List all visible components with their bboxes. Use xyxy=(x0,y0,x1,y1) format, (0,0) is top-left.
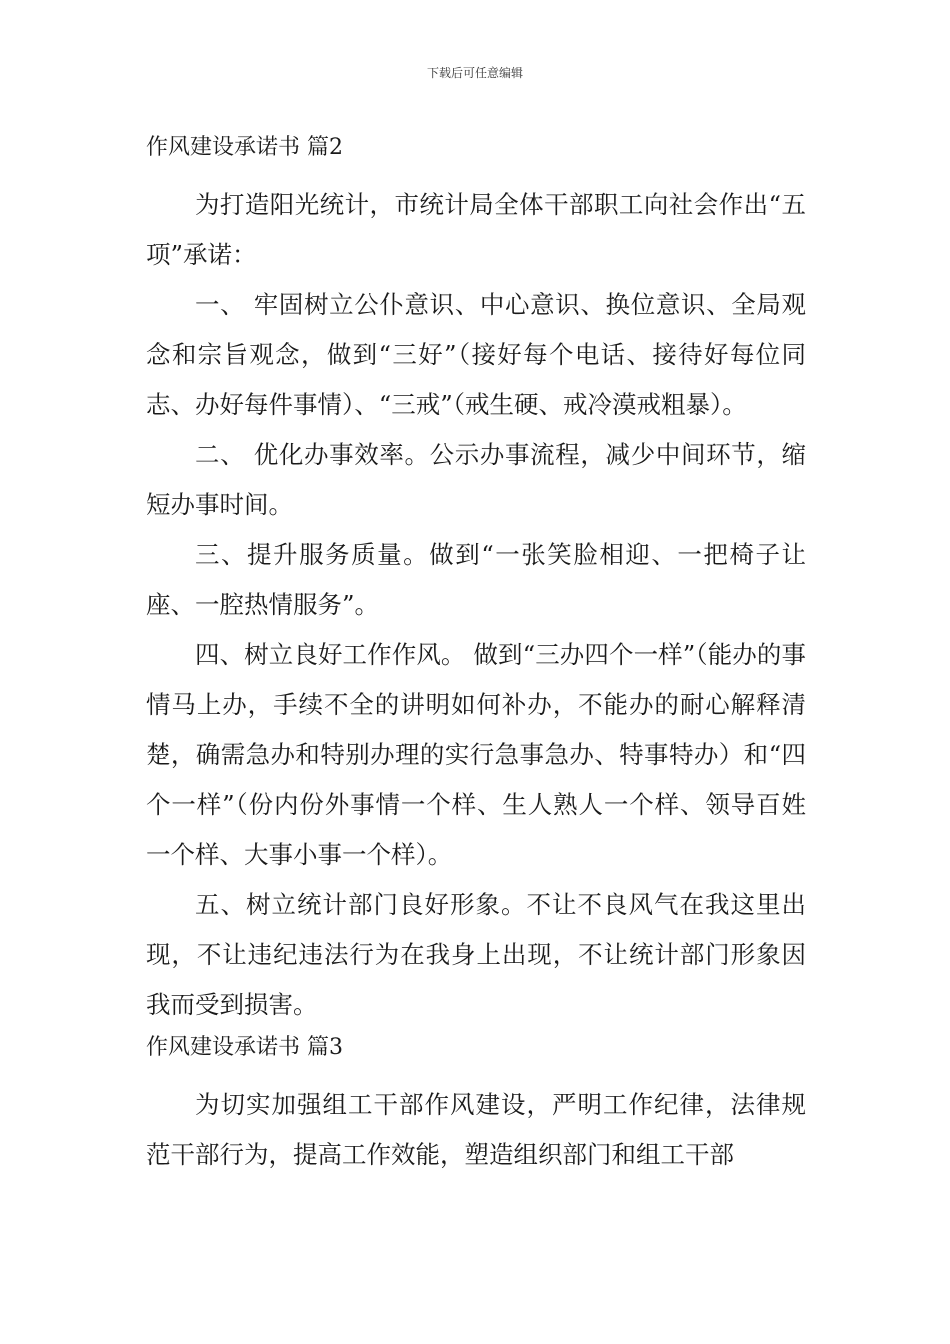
paragraph: 三、提升服务质量。做到“一张笑脸相迎、一把椅子让座、一腔热情服务”。 xyxy=(146,540,806,619)
section-title: 作风建设承诺书 篇3 xyxy=(146,1035,343,1060)
paragraph: 为切实加强组工干部作风建设，严明工作纪律，法律规范干部行为，提高工作效能，塑造组织部门和组工干部 xyxy=(146,1090,806,1169)
document-body xyxy=(146,130,806,1180)
paragraph: 四、树立良好工作作风。 做到“三办四个一样”（能办的事情马上办，手续不全的讲明如何补办，不能办的耐心解释清楚，确需急办和特别办理的实行急事急办、特事特办）和“四个一样”（份内份外事情一个样、生人熟人一个样、领导百姓一个样、大事小事一个样）。 xyxy=(146,640,806,869)
paragraph: 五、树立统计部门良好形象。不让不良风气在我这里出现，不让违纪违法行为在我身上出现，不让统计部门形象因我而受到损害。 xyxy=(146,890,806,1019)
paragraph: 一、 牢固树立公仆意识、中心意识、换位意识、全局观念和宗旨观念，做到“三好”（接好每个电话、接待好每位同志、办好每件事情）、“三戒”（戒生硬、戒冷漠戒粗暴）。 xyxy=(146,290,806,419)
header-note: 下载后可任意编辑 xyxy=(426,66,523,80)
paragraph: 二、 优化办事效率。公示办事流程，减少中间环节，缩短办事时间。 xyxy=(146,440,806,519)
paragraph: 为打造阳光统计，市统计局全体干部职工向社会作出“五项”承诺： xyxy=(146,190,806,269)
section-title: 作风建设承诺书 篇2 xyxy=(146,135,343,160)
